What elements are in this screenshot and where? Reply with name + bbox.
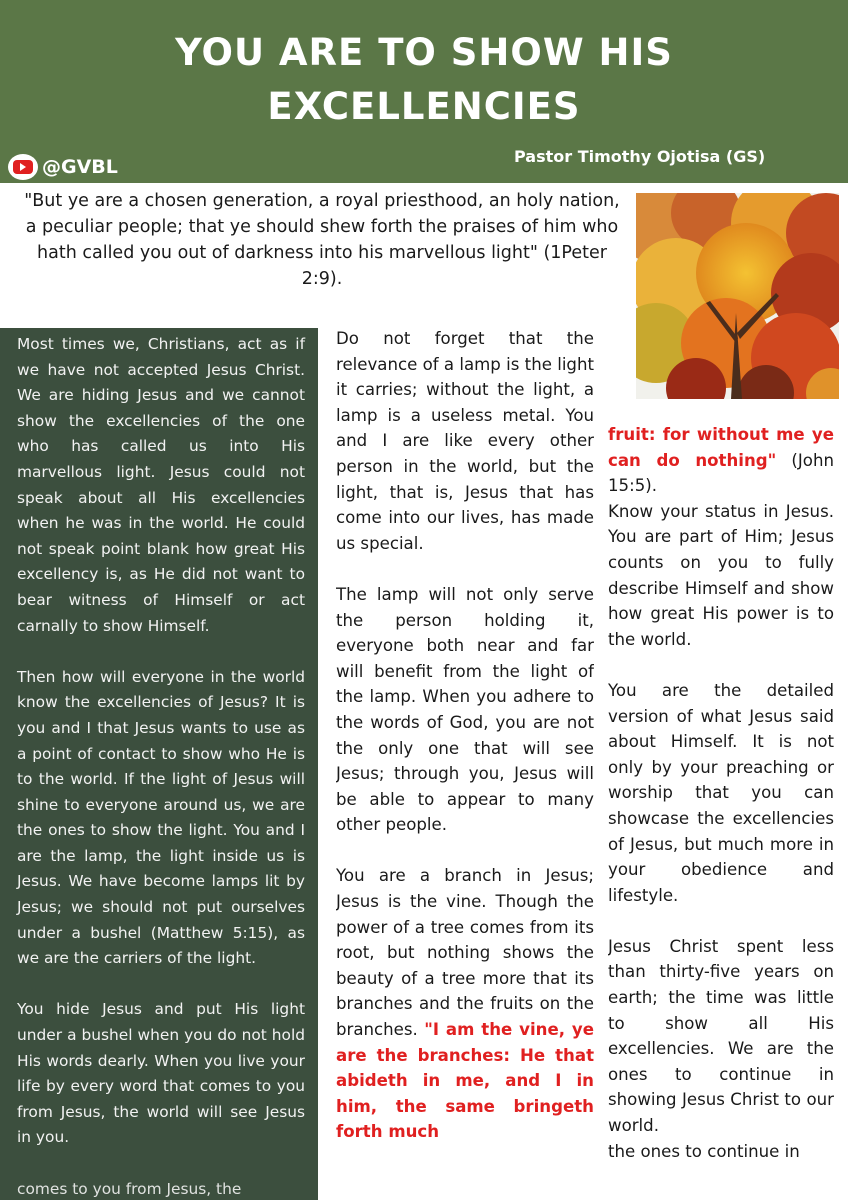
bible-quote-end: fruit: for without me ye can do nothing" (608, 425, 834, 470)
column-1 (0, 328, 318, 1200)
channel-badge[interactable] (8, 154, 118, 180)
key-verse: "But ye are a chosen generation, a royal priesthood, an holy nation, a peculiar people; that ye should shew forth the praises of him who hath called you out of darkness into his marvellous light" (1Peter 2:9). (24, 191, 620, 289)
channel-handle: @GVBL (42, 156, 118, 178)
col2-paragraph-1: Do not forget that the relevance of a lamp is the light it carries; without the light, a lamp is a useless metal. You and I are like every other person in the world, but the light, that is, Jesus that has come into our lives, has made us special. (336, 329, 594, 553)
column-3 (608, 422, 834, 1200)
col3-paragraph-2: You are the detailed version of what Jesus said about Himself. It is not only by your preaching or worship that you can showcase the excellencies of Jesus, but much more in your obedience and lifestyle. (608, 680, 834, 905)
title-line-2: EXCELLENCIES (267, 85, 581, 128)
col3-paragraph-3: Jesus Christ spent less than thirty-five years on earth; the time was little to show all His excellencies. We are the ones to continue in showing Jesus Christ to our world. (608, 936, 834, 1136)
column-2 (336, 326, 594, 1200)
autumn-tree-photo (636, 193, 839, 399)
bible-quote-start: "I am the vine, ye are the branches: He that abideth in me, and I in him, the same bringeth forth much (336, 1020, 594, 1142)
col1-paragraph-1: Most times we, Christians, act as if we have not accepted Jesus Christ. We are hiding Jesus and we cannot show the excellencies of the one who has called us into His marvellous light. Jesus could not speak about all His excellencies when he was in the world. He could not speak point blank how great His excellency is, as He did not want to bear witness of Himself or act carnally to show Himself. (17, 335, 305, 635)
col3-cut-line: the ones to continue in (608, 1141, 800, 1161)
bible-reference: (John 15:5). (608, 450, 834, 496)
col2-paragraph-3-text: You are a branch in Jesus; Jesus is the vine. Though the power of a tree comes from its root, but nothing shows the beauty of a tree more that its branches and the fruits on the branches. (336, 866, 594, 1040)
title-line-1: YOU ARE TO SHOW HIS (175, 31, 673, 74)
header-banner (0, 0, 848, 183)
col2-paragraph-3 (336, 863, 594, 1145)
col2-paragraph-2: The lamp will not only serve the person holding it, everyone both near and far will benefit from the light of the lamp. When you adhere to the words of God, you are not the only one that will see Jesus; through you, Jesus will be able to appear to many other people. (336, 584, 594, 835)
col1-cut-line: comes to you from Jesus, the (17, 1179, 242, 1198)
page-title (0, 26, 848, 134)
author-name: Pastor Timothy Ojotisa (GS) (514, 147, 766, 166)
youtube-icon (8, 154, 38, 180)
col1-paragraph-2: Then how will everyone in the world know the excellencies of Jesus? It is you and I that Jesus wants to use as a point of contact to show who He is to the world. If the light of Jesus will shine to everyone around us, we are the ones to show the light. You and I are the lamp, the light inside us is Jesus. We have become lamps lit by Jesus; we should not put ourselves under a bushel (Matthew 5:15), as we are the carriers of the light. (17, 667, 305, 968)
col3-paragraph-1: Know your status in Jesus. You are part of Him; Jesus counts on you to fully describe Himself and show how great His power is to the world. (608, 501, 834, 649)
col3-quote-block (608, 422, 834, 499)
col1-paragraph-3: You hide Jesus and put His light under a bushel when you do not hold His words dearly. When you live your life by every word that comes to you from Jesus, the world will see Jesus in you. (17, 1000, 305, 1147)
